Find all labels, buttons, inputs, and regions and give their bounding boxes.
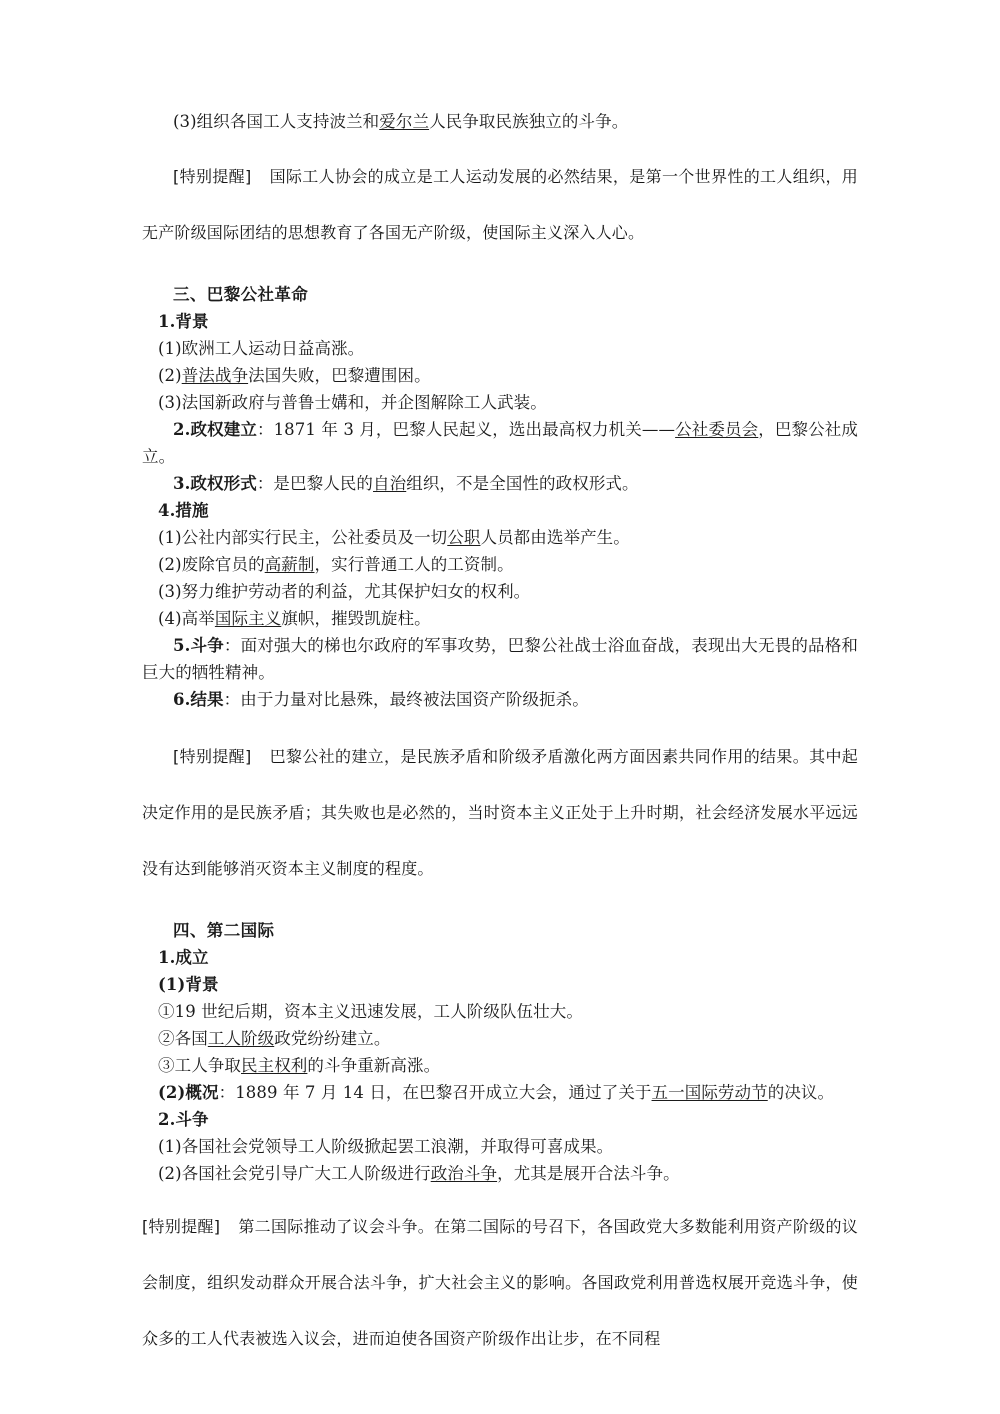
page-content <box>142 108 858 1367</box>
item-body-b: 组织，不是全国性的政权形式。 <box>406 474 639 493</box>
special-reminder-text-3: 第二国际推动了议会斗争。在第二国际的号召下，各国政党大多数能利用资产阶级的议会制度，组织发动群众开展合法斗争，扩大社会主义的影响。各国政党利用普选权展开竞选斗争，使众多的工人代表被选入议会，进而迫使各国资产阶级作出让步，在不同程 <box>142 1217 858 1348</box>
si-background-item-3 <box>142 1052 858 1079</box>
special-reminder-text-1: 国际工人协会的成立是工人运动发展的必然结果，是第一个世界性的工人组织，用无产阶级国际团结的思想教育了各国无产阶级，使国际主义深入人心。 <box>142 167 859 242</box>
item-body: ：由于力量对比悬殊，最终被法国资产阶级扼杀。 <box>223 690 589 709</box>
item-regime-form <box>142 470 858 497</box>
label-background: (1)背景 <box>158 975 219 994</box>
paragraph-support-poland-ireland <box>142 108 858 135</box>
subheading-si-struggle: 2.斗争 <box>158 1110 209 1129</box>
item-prefix: (2)各国社会党引导广大工人阶级进行 <box>158 1164 431 1183</box>
item-rest: 人员都由选举产生。 <box>480 528 630 547</box>
special-reminder-tag-1: [特别提醒] <box>173 167 252 186</box>
underlined-term-franco-prussian-war: 普法战争 <box>181 366 249 385</box>
item-rest: ，实行普通工人的工资制。 <box>314 555 514 574</box>
item-body: ：面对强大的梯也尔政府的军事攻势，巴黎公社战士浴血奋战，表现出大无畏的品格和巨大的牺牲精神。 <box>142 636 858 682</box>
item-label: 5.斗争 <box>173 636 224 655</box>
underlined-term-internationalism: 国际主义 <box>214 609 282 628</box>
spacer <box>142 1187 858 1199</box>
section-heading-second-international: 四、第二国际 <box>173 921 275 940</box>
special-reminder-block-1 <box>142 149 858 261</box>
underlined-term-democratic-rights: 民主权利 <box>241 1056 308 1075</box>
item-rest: 的斗争重新高涨。 <box>307 1056 441 1075</box>
item-rest: 旗帜，摧毁凯旋柱。 <box>281 609 431 628</box>
item-prefix: (2)废除官员的 <box>158 555 265 574</box>
section-heading-paris-commune: 三、巴黎公社革命 <box>173 285 309 304</box>
si-struggle-item-2 <box>142 1160 858 1187</box>
background-item-3: (3)法国新政府与普鲁士媾和，并企图解除工人武装。 <box>158 393 547 412</box>
underlined-term-working-class: 工人阶级 <box>207 1029 275 1048</box>
spacer <box>142 713 858 729</box>
measure-item-4 <box>142 605 858 632</box>
item-prefix: (4)高举 <box>158 609 215 628</box>
item-label: 6.结果 <box>173 690 224 709</box>
spacer <box>142 135 858 149</box>
item-struggle <box>142 632 858 686</box>
underlined-term-political-struggle: 政治斗争 <box>430 1164 498 1183</box>
underlined-term-public-office: 公职 <box>447 528 481 547</box>
si-background-item-2 <box>142 1025 858 1052</box>
item-body-a: ：是巴黎人民的 <box>256 474 374 493</box>
underlined-term-ireland: 爱尔兰 <box>379 112 430 131</box>
si-overview <box>142 1079 858 1106</box>
item-prefix: (2) <box>158 366 182 385</box>
background-item-1: (1)欧洲工人运动日益高涨。 <box>158 339 365 358</box>
item-body-b: 的决议。 <box>767 1083 835 1102</box>
item-regime-establishment <box>142 416 858 470</box>
underlined-term-self-governance: 自治 <box>373 474 407 493</box>
special-reminder-block-3 <box>142 1199 858 1367</box>
item-body-a: ：1871 年 3 月，巴黎人民起义，选出最高权力机关—— <box>256 420 676 439</box>
subheading-measures: 4.措施 <box>158 501 209 520</box>
item-rest: ，尤其是展开合法斗争。 <box>497 1164 680 1183</box>
underlined-term-high-salary-system: 高薪制 <box>264 555 315 574</box>
item-prefix: (1)公社内部实行民主，公社委员及一切 <box>158 528 448 547</box>
item-prefix: ②各国 <box>158 1029 208 1048</box>
item-body-a: ：1889 年 7 月 14 日，在巴黎召开成立大会，通过了关于 <box>218 1083 652 1102</box>
item-prefix: ③工人争取 <box>158 1056 241 1075</box>
measure-item-2 <box>142 551 858 578</box>
special-reminder-block-2 <box>142 729 858 897</box>
line-text-prefix: (3)组织各国工人支持波兰和 <box>173 112 380 131</box>
item-rest: 法国失败，巴黎遭围困。 <box>248 366 431 385</box>
si-background-item-1: ①19 世纪后期，资本主义迅速发展，工人阶级队伍壮大。 <box>158 1002 583 1021</box>
item-body-b: ，巴黎公社成立。 <box>142 420 859 466</box>
item-label: (2)概况 <box>158 1083 219 1102</box>
si-struggle-item-1: (1)各国社会党领导工人阶级掀起罢工浪潮，并取得可喜成果。 <box>158 1137 614 1156</box>
spacer <box>142 897 858 917</box>
item-label: 2.政权建立 <box>173 420 257 439</box>
item-label: 3.政权形式 <box>173 474 257 493</box>
special-reminder-tag-2: [特别提醒] <box>173 747 252 766</box>
measure-item-3: (3)努力维护劳动者的利益，尤其保护妇女的权利。 <box>158 582 531 601</box>
special-reminder-text-2: 巴黎公社的建立，是民族矛盾和阶级矛盾激化两方面因素共同作用的结果。其中起决定作用的是民族矛盾；其失败也是必然的，当时资本主义正处于上升时期，社会经济发展水平远远没有达到能够消灭资本主义制度的程度。 <box>142 747 859 878</box>
underlined-term-may-day: 五一国际劳动节 <box>651 1083 768 1102</box>
underlined-term-commune-committee: 公社委员会 <box>675 420 759 439</box>
subheading-founding: 1.成立 <box>158 948 209 967</box>
line-text-suffix: 人民争取民族独立的斗争。 <box>429 112 629 131</box>
spacer <box>142 261 858 281</box>
special-reminder-tag-3: [特别提醒] <box>142 1217 221 1236</box>
measure-item-1 <box>142 524 858 551</box>
item-rest: 政党纷纷建立。 <box>274 1029 391 1048</box>
item-result <box>142 686 858 713</box>
background-item-2 <box>142 362 858 389</box>
subheading-background: 1.背景 <box>158 312 209 331</box>
